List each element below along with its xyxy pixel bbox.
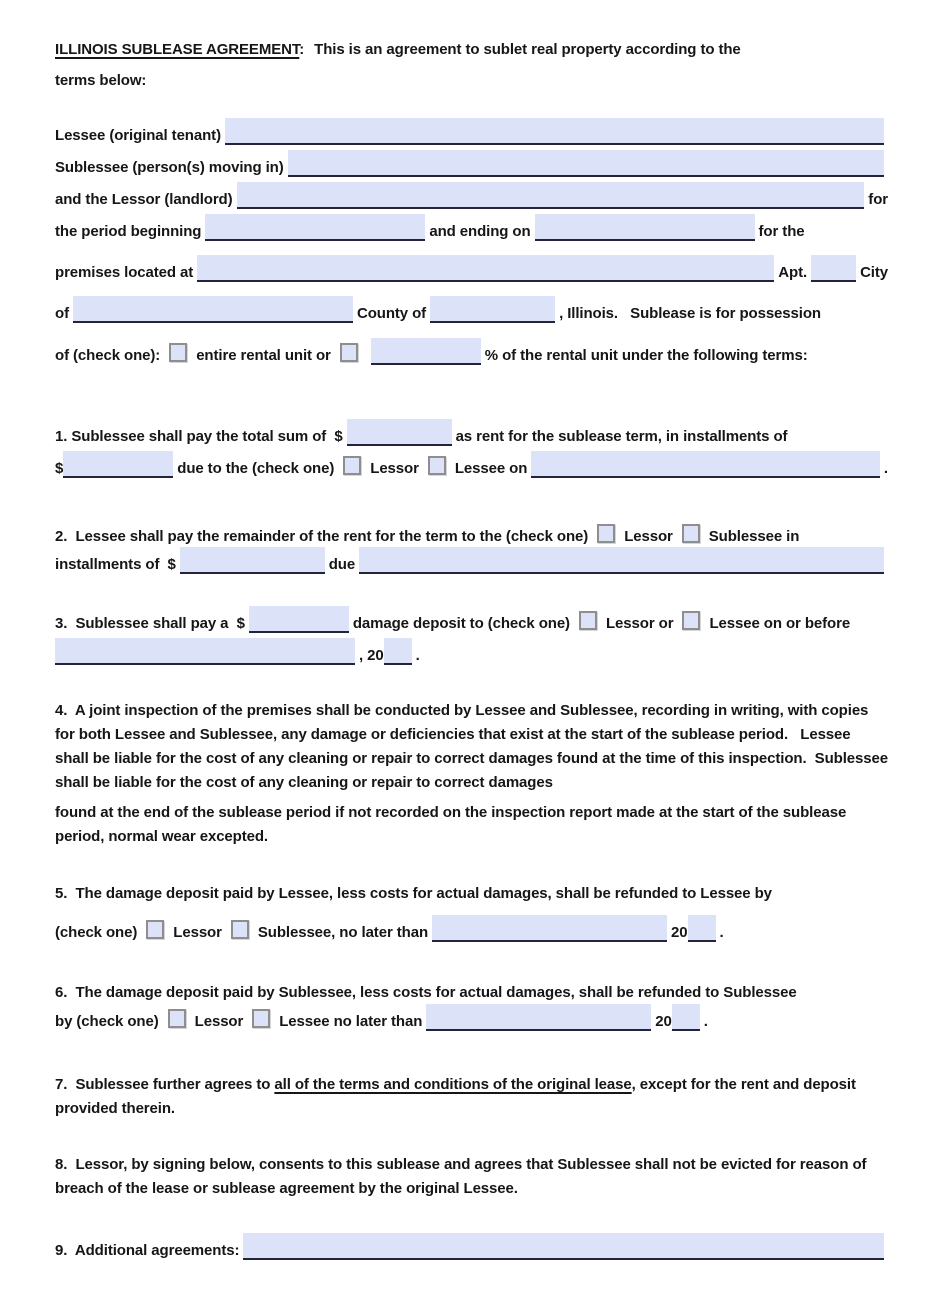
apt-field[interactable] <box>811 255 856 282</box>
lessor-label: and the Lessor (landlord) <box>55 191 233 208</box>
sublessee-label: Sublessee (person(s) moving in) <box>55 159 284 176</box>
item4-paragraph1: 4. A joint inspection of the premises shall be conducted by Lessee and Sublessee, recording in writing, with copies for both Lessee and Sublessee, any damage or deficiencies that exist at the start of the sublease period. Lessee shall be liable for the cost of any cleaning or repair to correct damages found at the time of this inspection. Sublessee shall be liable for the cost of any cleaning or repair to correct damages <box>55 702 893 791</box>
total-rent-field[interactable] <box>347 419 452 446</box>
item6-line2 <box>55 1004 888 1031</box>
item2-lessor-label: Lessor <box>624 528 673 545</box>
item3-lessor-checkbox[interactable] <box>579 611 597 630</box>
item2-line2 <box>55 547 888 574</box>
item6-line1 <box>55 984 888 1002</box>
illinois-text: , Illinois. Sublease is for possession <box>559 305 821 322</box>
ending-on-label: and ending on <box>429 223 531 240</box>
sublessee-refund-year-field[interactable] <box>672 1004 700 1031</box>
item1-line2 <box>55 451 888 478</box>
city-field[interactable] <box>73 296 353 323</box>
county-field[interactable] <box>430 296 555 323</box>
item5-twenty: 20 <box>671 924 688 941</box>
for-the-text: for the <box>758 223 805 240</box>
apt-label: Apt. <box>778 264 808 281</box>
item5-line2 <box>55 915 888 942</box>
city-county-row <box>55 296 888 323</box>
item1-lessor-label: Lessor <box>370 460 419 477</box>
for-text: for <box>868 191 888 208</box>
deposit-date-field[interactable] <box>55 638 355 665</box>
item6-text2: by (check one) <box>55 1013 159 1030</box>
item3-lessee-label: Lessee on or before <box>709 615 851 632</box>
rent-due-date-field[interactable] <box>531 451 880 478</box>
item6-lessee-checkbox[interactable] <box>252 1009 270 1028</box>
document-title: ILLINOIS SUBLEASE AGREEMENT <box>55 41 300 58</box>
item3-comma-20: , 20 <box>359 647 384 664</box>
item2-due-label: due <box>328 556 356 573</box>
item9-row <box>55 1233 888 1260</box>
lessee-label: Lessee (original tenant) <box>55 127 221 144</box>
document-heading <box>55 34 888 65</box>
item7-text2: , except for the rent and deposit provided therein. <box>55 1076 860 1117</box>
item1-dollar-sign: $ <box>55 460 64 477</box>
possession-row <box>55 338 888 365</box>
county-of-label: County of <box>356 305 427 322</box>
additional-agreements-field[interactable] <box>243 1233 884 1260</box>
item5-check-one: (check one) <box>55 924 138 941</box>
item6-period: . <box>703 1013 708 1030</box>
item4-paragraph2: found at the end of the sublease period if not recorded on the inspection report made at the start of the sublease period, normal wear excepted. <box>55 804 851 845</box>
item5-lessor-label: Lessor <box>173 924 222 941</box>
lessor-row <box>55 182 888 209</box>
percent-checkbox[interactable] <box>340 343 358 362</box>
item2-sublessee-label: Sublessee in <box>708 528 800 545</box>
premises-label: premises located at <box>55 264 194 281</box>
item6-twenty: 20 <box>655 1013 672 1030</box>
of-label: of <box>55 305 69 322</box>
percent-text: % of the rental unit under the following terms: <box>484 347 808 364</box>
remainder-amount-field[interactable] <box>180 547 325 574</box>
entire-unit-label: entire rental unit or <box>196 347 331 364</box>
premises-field[interactable] <box>197 255 774 282</box>
item8-paragraph: 8. Lessor, by signing below, consents to this sublease and agrees that Sublessee shall not be evicted for reason of breach of the lease or sublease agreement by the original Lessee. <box>55 1156 871 1197</box>
item6-text1: 6. The damage deposit paid by Sublessee, less costs for actual damages, shall be refunded to Sublessee <box>55 984 797 1001</box>
item3-period: . <box>415 647 420 664</box>
item3-text1: 3. Sublessee shall pay a $ <box>55 615 245 632</box>
item7-text1: 7. Sublessee further agrees to <box>55 1076 275 1093</box>
item5-period: . <box>719 924 724 941</box>
item5-line1 <box>55 885 888 903</box>
item6-lessor-checkbox[interactable] <box>168 1009 186 1028</box>
item3-lessee-checkbox[interactable] <box>682 611 700 630</box>
item2-text2: installments of $ <box>55 556 176 573</box>
item7-paragraph <box>55 1073 888 1121</box>
item1-period: . <box>883 460 888 477</box>
premises-row <box>55 255 888 282</box>
item2-line1 <box>55 524 888 546</box>
period-end-field[interactable] <box>535 214 755 241</box>
item5-sublessee-label: Sublessee, no later than <box>257 924 429 941</box>
deposit-year-field[interactable] <box>384 638 412 665</box>
lessee-refund-year-field[interactable] <box>688 915 716 942</box>
sublessee-row <box>55 150 888 177</box>
period-beginning-label: the period beginning <box>55 223 202 240</box>
lessee-row <box>55 118 888 145</box>
item1-text3: due to the (check one) <box>177 460 335 477</box>
lessor-field[interactable] <box>237 182 865 209</box>
possession-check-label: of (check one): <box>55 347 161 364</box>
lessee-field[interactable] <box>225 118 884 145</box>
item1-line1 <box>55 419 888 446</box>
item3-text2: damage deposit to (check one) <box>352 615 570 632</box>
intro-text: This is an agreement to sublet real property according to the <box>314 41 741 58</box>
entire-unit-checkbox[interactable] <box>169 343 187 362</box>
item5-sublessee-checkbox[interactable] <box>231 920 249 939</box>
city-label: City <box>860 264 888 281</box>
item3-line1 <box>55 606 888 633</box>
item1-lessee-checkbox[interactable] <box>428 456 446 475</box>
item5-lessor-checkbox[interactable] <box>146 920 164 939</box>
item1-lessee-label: Lessee on <box>454 460 528 477</box>
item3-line2 <box>55 638 888 665</box>
intro-line2: terms below: <box>55 72 147 89</box>
damage-deposit-field[interactable] <box>249 606 349 633</box>
item2-text1: 2. Lessee shall pay the remainder of the rent for the term to the (check one) <box>55 528 589 545</box>
installment-amount-field[interactable] <box>63 451 173 478</box>
sublessee-field[interactable] <box>288 150 884 177</box>
item3-lessor-label: Lessor or <box>605 615 674 632</box>
period-row <box>55 214 888 241</box>
percent-field[interactable] <box>371 338 481 365</box>
item5-text1: 5. The damage deposit paid by Lessee, less costs for actual damages, shall be refunded to Lessee by <box>55 885 772 902</box>
item6-lessor-label: Lessor <box>194 1013 244 1030</box>
sublessee-refund-date-field[interactable] <box>426 1004 651 1031</box>
period-start-field[interactable] <box>205 214 425 241</box>
title-colon: : <box>299 41 305 58</box>
lessee-refund-date-field[interactable] <box>432 915 667 942</box>
item2-lessor-checkbox[interactable] <box>597 524 615 543</box>
item7-underlined-clause: all of the terms and conditions of the original lease <box>274 1076 632 1093</box>
item2-sublessee-checkbox[interactable] <box>682 524 700 543</box>
item1-text1: 1. Sublessee shall pay the total sum of $ <box>55 428 343 445</box>
item1-lessor-checkbox[interactable] <box>343 456 361 475</box>
item9-label: 9. Additional agreements: <box>55 1242 240 1259</box>
item1-text2: as rent for the sublease term, in installments of <box>455 428 788 445</box>
item6-lessee-label: Lessee no later than <box>279 1013 423 1030</box>
remainder-due-field[interactable] <box>359 547 884 574</box>
